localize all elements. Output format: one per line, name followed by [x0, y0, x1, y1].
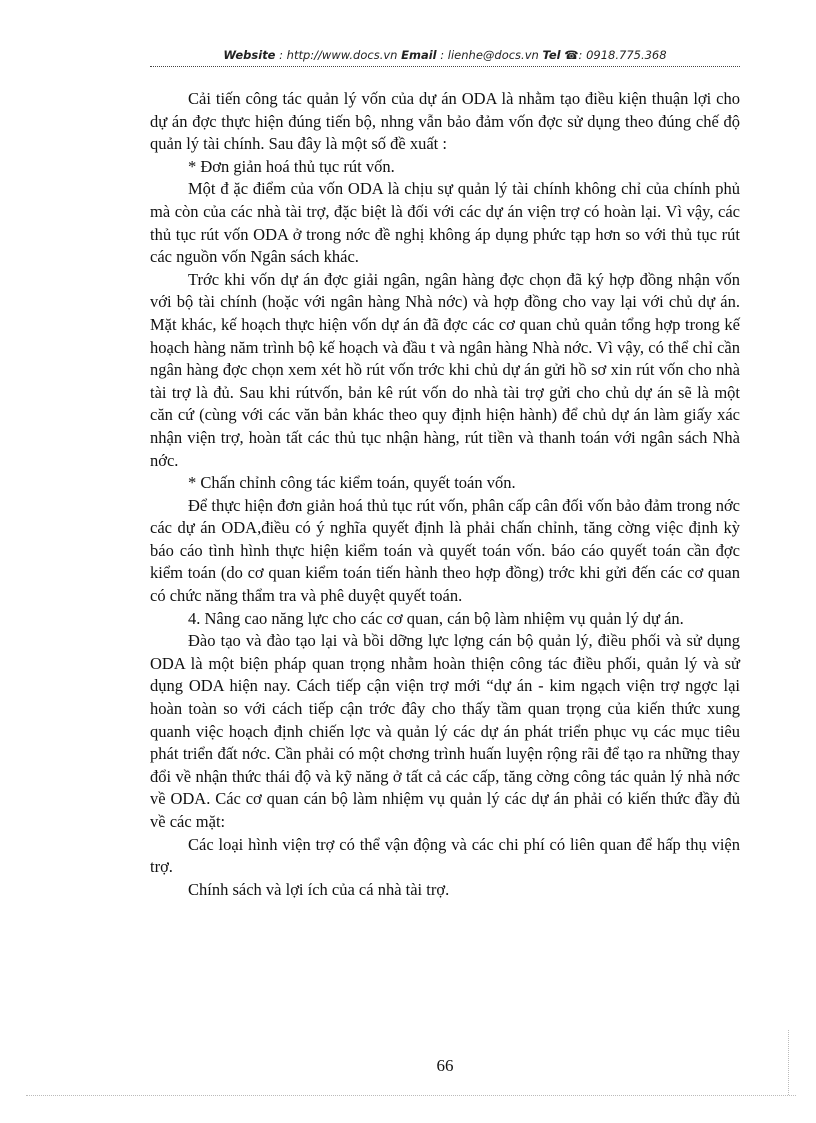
footer-divider	[26, 1095, 796, 1096]
paragraph: 4. Nâng cao năng lực cho các cơ quan, cán bộ làm nhiệm vụ quản lý dự án.	[188, 608, 684, 628]
paragraph: * Chấn chỉnh công tác kiểm toán, quyết toán vốn.	[188, 473, 516, 493]
tel-label: Tel	[542, 48, 561, 62]
paragraph: Trớc khi vốn dự án đợc giải ngân, ngân hàng đợc chọn đã ký hợp đồng nhận vốn với bộ tài chính (hoặc với ngân hàng Nhà nớc) và hợp đồng cho vay lại với chủ dự án. Mặt khác, kế hoạch thực hiện vốn dự án đã đợc các cơ quan chủ quản tổng hợp trong kế hoạch hàng năm trình bộ kế hoạch và đầu t và ngân hàng Nhà nớc. Vì vậy, có thể chỉ cần ngân hàng đợc chọn xem xét hồ rút vốn trớc khi chủ dự án gửi hồ sơ xin rút vốn cho nhà tài trợ là đủ. Sau khi rútvốn, bản kê rút vốn do nhà tài trợ gửi cho chủ dự án sẽ là một căn cứ (cùng với các văn bản khác theo quy định hiện hành) để chủ dự án làm giấy xác nhận viện trợ, hoàn tất các thủ tục nhận hàng, rút tiền và thanh toán với ngân sách Nhà nớc.	[150, 269, 740, 470]
email-label: Email	[401, 48, 437, 62]
header-divider	[150, 66, 740, 67]
body-text	[150, 88, 740, 901]
page-header	[150, 48, 740, 62]
paragraph: Chính sách và lợi ích của cá nhà tài trợ.	[188, 879, 450, 899]
page-border-right	[788, 1030, 789, 1095]
website-label: Website	[223, 48, 276, 62]
tel-value: : 0918.775.368	[578, 48, 667, 62]
email-value: : lienhe@docs.vn	[436, 48, 543, 62]
paragraph: Các loại hình viện trợ có thể vận động và các chi phí có liên quan để hấp thụ viện trợ.	[150, 834, 740, 877]
website-value: : http://www.docs.vn	[275, 48, 402, 62]
phone-icon: ☎	[564, 48, 579, 62]
paragraph: Cải tiến công tác quản lý vốn của dự án ODA là nhằm tạo điều kiện thuận lợi cho dự án đợc thực hiện đúng tiến bộ, nhng vẫn bảo đảm vốn đợc sử dụng theo đúng chế độ quản lý tài chính. Sau đây là một số đề xuất :	[150, 89, 740, 154]
paragraph: Đào tạo và đào tạo lại và bồi dỡng lực lợng cán bộ quản lý, điều phối và sử dụng ODA là một biện pháp quan trọng nhằm hoàn thiện công tác điều phối, quản lý và sử dụng ODA hiện nay. Cách tiếp cận viện trợ mới “dự án - kim ngạch viện trợ ngợc lại hoàn toàn so với cách tiếp cận trớc đây cho thấy tầm quan trọng của kiến thức xung quanh việc hoạch định chiến lợc và quản lý các dự án phát triển phục vụ các mục tiêu phát triển đất nớc. Cần phải có một chơng trình huấn luyện rộng rãi để tạo ra những thay đổi về nhận thức thái độ và kỹ năng ở tất cả các cấp, tăng cờng công tác quản lý nhà nớc về ODA. Các cơ quan cán bộ làm nhiệm vụ quản lý các dự án phải có kiến thức đầy đủ về các mặt:	[150, 631, 740, 831]
paragraph: * Đơn giản hoá thủ tục rút vốn.	[188, 156, 395, 176]
paragraph: Một đ ặc điểm của vốn ODA là chịu sự quản lý tài chính không chỉ của chính phủ mà còn của các nhà tài trợ, đặc biệt là đối với các dự án viện trợ có hoàn lại. Vì vậy, các thủ tục rút vốn ODA ở trong nớc đề nghị không áp dụng phức tạp hơn so với thủ tục rút các nguồn vốn Ngân sách khác.	[150, 179, 740, 267]
page-number: 66	[436, 1056, 454, 1075]
paragraph: Để thực hiện đơn giản hoá thủ tục rút vốn, phân cấp cân đối vốn bảo đảm trong nớc các dự án ODA,điều có ý nghĩa quyết định là phải chấn chỉnh, tăng cờng việc định kỳ báo cáo tình hình thực hiện kiểm toán và quyết toán vốn. báo cáo quyết toán cần đợc kiểm toán (do cơ quan kiểm toán tiến hành theo hợp đồng) trớc khi gửi đến các cơ quan có chức năng thẩm tra và phê duyệt quyết toán.	[150, 495, 740, 606]
